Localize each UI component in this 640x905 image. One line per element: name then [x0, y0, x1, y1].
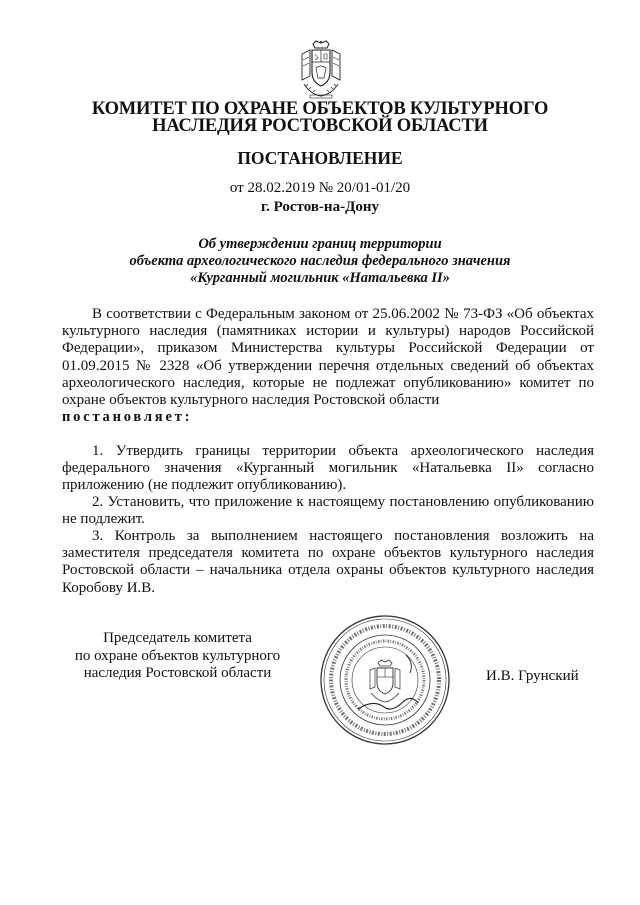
city: г. Ростов-на-Дону	[260, 199, 380, 215]
org-line-1: КОМИТЕТ ПО ОХРАНЕ ОБЪЕКТОВ КУЛЬТУРНОГО	[91, 99, 549, 119]
title-line-2: объекта археологического наследия федерального значения	[129, 253, 511, 269]
preamble-paragraph: В соответствии с Федеральным законом от 25.06.2002 № 73-ФЗ «Об объектах культурного наследия (памятниках истории и культуры) народов Российской Федерации», приказом Министерства культуры Российской Федерации от 01.09.2015 № 2328 «Об утверждении перечня отдельных сведений об объектах археологического наследия, которые не подлежат опубликованию» комитет по охране объектов культурного наследия Ростовской области	[62, 306, 594, 409]
org-line-2: НАСЛЕДИЯ РОСТОВСКОЙ ОБЛАСТИ	[152, 116, 488, 136]
rostov-oblast-coat-of-arms-icon	[296, 40, 346, 100]
position-line-1: Председатель комитета	[103, 630, 252, 646]
decree-item-2: 2. Установить, что приложение к настоящему постановлению опубликованию не подлежит.	[62, 494, 594, 528]
decree-item-1: 1. Утвердить границы территории объекта археологического наследия федерального значения «Курганный могильник «Натальевка II» согласно приложению (не подлежит опубликованию).	[62, 443, 594, 494]
date-number: от 28.02.2019 № 20/01-01/20	[229, 180, 411, 196]
document-title	[80, 236, 560, 287]
decree-word: постановляет:	[62, 409, 193, 425]
document-type: ПОСТАНОВЛЕНИЕ	[237, 148, 403, 168]
organization-name	[60, 101, 580, 135]
decree-item-3: 3. Контроль за выполнением настоящего постановления возложить на заместителя председателя комитета по охране объектов культурного наследия Ростовской области – начальника отдела охраны объектов культурного наследия Коробову И.В.	[62, 528, 594, 596]
title-line-3: «Курганный могильник «Натальевка II»	[190, 270, 450, 286]
title-line-1: Об утверждении границ территории	[198, 236, 442, 252]
position-line-3: наследия Ростовской области	[83, 665, 272, 681]
official-round-seal-icon	[318, 613, 452, 747]
signatory-position	[70, 630, 285, 683]
signatory-name: И.В. Грунский	[486, 668, 579, 684]
position-line-2: по охране объектов культурного	[74, 647, 281, 664]
